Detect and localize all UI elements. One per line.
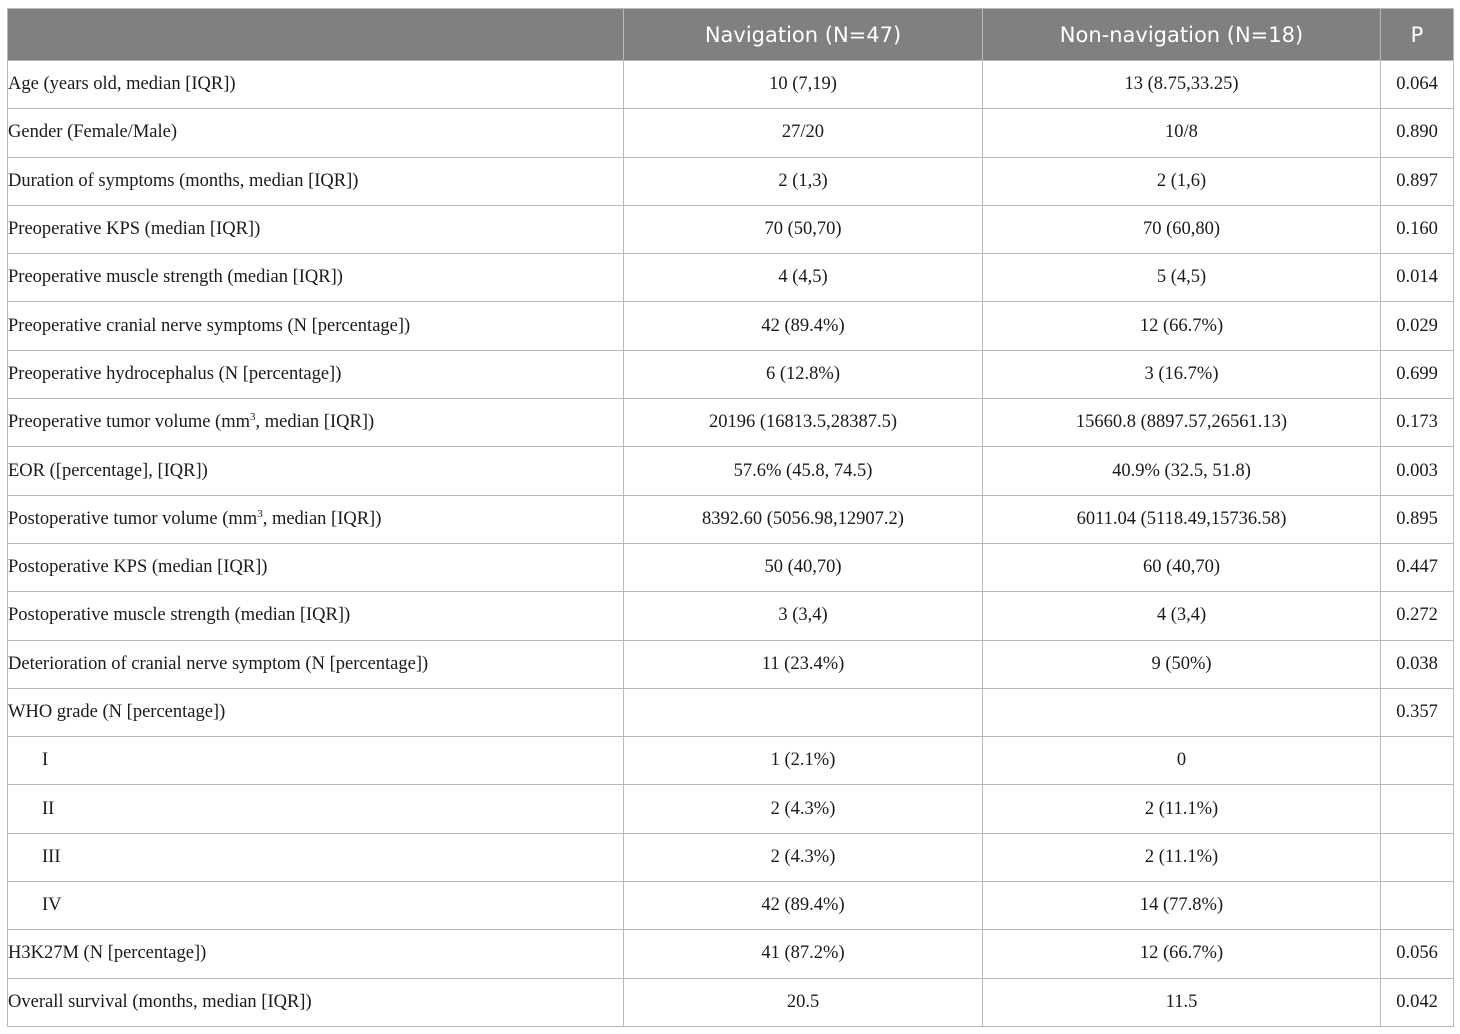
row-label: Preoperative muscle strength (median [IQR]): [8, 254, 624, 302]
row-label-superscript: 3: [257, 507, 263, 520]
table-body: [8, 61, 1454, 1027]
navigation-value: 8392.60 (5056.98,12907.2): [624, 495, 983, 543]
table-row: [8, 61, 1454, 109]
navigation-value: 2 (4.3%): [624, 833, 983, 881]
row-label-superscript: 3: [249, 411, 256, 424]
table-row: [8, 978, 1454, 1026]
navigation-value: 42 (89.4%): [624, 882, 983, 930]
navigation-value: 2 (4.3%): [624, 785, 983, 833]
row-label-text: , median [IQR]): [255, 412, 375, 433]
non-navigation-value: 60 (40,70): [983, 543, 1381, 591]
table-row: [8, 737, 1454, 785]
non-navigation-value: 10/8: [983, 109, 1381, 157]
row-label: Preoperative KPS (median [IQR]): [8, 205, 624, 253]
row-label: [8, 495, 624, 543]
p-value: [1381, 833, 1454, 881]
row-label-text: , median [IQR]): [262, 508, 382, 529]
table-row: [8, 109, 1454, 157]
navigation-value: 57.6% (45.8, 74.5): [624, 447, 983, 495]
table-row: [8, 882, 1454, 930]
row-label: Duration of symptoms (months, median [IQR]): [8, 157, 624, 205]
navigation-value: 6 (12.8%): [624, 350, 983, 398]
table-row: [8, 205, 1454, 253]
table-row: [8, 543, 1454, 591]
table-row: [8, 785, 1454, 833]
row-label: H3K27M (N [percentage]): [8, 930, 624, 978]
navigation-value: 3 (3,4): [624, 592, 983, 640]
table-row: [8, 495, 1454, 543]
navigation-value: [624, 688, 983, 736]
table-header: [8, 9, 1454, 61]
non-navigation-value: 70 (60,80): [983, 205, 1381, 253]
row-label: Postoperative muscle strength (median [IQR]): [8, 592, 624, 640]
navigation-value: 27/20: [624, 109, 983, 157]
non-navigation-value: 12 (66.7%): [983, 302, 1381, 350]
non-navigation-value: 2 (11.1%): [983, 785, 1381, 833]
row-label-text: Preoperative tumor volume (mm: [8, 412, 250, 433]
navigation-value: 4 (4,5): [624, 254, 983, 302]
row-label: IV: [8, 882, 624, 930]
row-label: II: [8, 785, 624, 833]
navigation-value: 2 (1,3): [624, 157, 983, 205]
header-variable: [8, 9, 624, 61]
non-navigation-value: 2 (11.1%): [983, 833, 1381, 881]
table-row: [8, 833, 1454, 881]
table-row: [8, 688, 1454, 736]
non-navigation-value: 2 (1,6): [983, 157, 1381, 205]
p-value: 0.890: [1381, 109, 1454, 157]
p-value: 0.895: [1381, 495, 1454, 543]
p-value: 0.897: [1381, 157, 1454, 205]
p-value: 0.447: [1381, 543, 1454, 591]
p-value: 0.038: [1381, 640, 1454, 688]
p-value: [1381, 882, 1454, 930]
table-row: [8, 640, 1454, 688]
navigation-value: 41 (87.2%): [624, 930, 983, 978]
non-navigation-value: [983, 688, 1381, 736]
row-label: EOR ([percentage], [IQR]): [8, 447, 624, 495]
non-navigation-value: 12 (66.7%): [983, 930, 1381, 978]
row-label: Preoperative cranial nerve symptoms (N [percentage]): [8, 302, 624, 350]
p-value: 0.029: [1381, 302, 1454, 350]
p-value: 0.699: [1381, 350, 1454, 398]
row-label-text: Postoperative tumor volume (mm: [8, 508, 258, 529]
p-value: 0.160: [1381, 205, 1454, 253]
table-row: [8, 592, 1454, 640]
table-row: [8, 157, 1454, 205]
navigation-value: 1 (2.1%): [624, 737, 983, 785]
non-navigation-value: 15660.8 (8897.57,26561.13): [983, 399, 1381, 447]
non-navigation-value: 6011.04 (5118.49,15736.58): [983, 495, 1381, 543]
results-table: [7, 8, 1454, 1027]
non-navigation-value: 3 (16.7%): [983, 350, 1381, 398]
table-row: [8, 254, 1454, 302]
table-row: [8, 930, 1454, 978]
p-value: 0.272: [1381, 592, 1454, 640]
row-label: Overall survival (months, median [IQR]): [8, 978, 624, 1026]
navigation-value: 42 (89.4%): [624, 302, 983, 350]
non-navigation-value: 9 (50%): [983, 640, 1381, 688]
navigation-value: 10 (7,19): [624, 61, 983, 109]
navigation-value: 20.5: [624, 978, 983, 1026]
non-navigation-value: 0: [983, 737, 1381, 785]
navigation-value: 50 (40,70): [624, 543, 983, 591]
table-row: [8, 399, 1454, 447]
row-label: [8, 399, 624, 447]
row-label: Preoperative hydrocephalus (N [percentage]): [8, 350, 624, 398]
p-value: 0.056: [1381, 930, 1454, 978]
non-navigation-value: 13 (8.75,33.25): [983, 61, 1381, 109]
row-label: Postoperative KPS (median [IQR]): [8, 543, 624, 591]
table-row: [8, 350, 1454, 398]
p-value: 0.173: [1381, 399, 1454, 447]
header-row: [8, 9, 1454, 61]
non-navigation-value: 14 (77.8%): [983, 882, 1381, 930]
row-label: Gender (Female/Male): [8, 109, 624, 157]
row-label: Deterioration of cranial nerve symptom (N [percentage]): [8, 640, 624, 688]
table-row: [8, 302, 1454, 350]
navigation-value: 11 (23.4%): [624, 640, 983, 688]
row-label: Age (years old, median [IQR]): [8, 61, 624, 109]
row-label: I: [8, 737, 624, 785]
header-non-navigation: Non-navigation (N=18): [983, 9, 1381, 61]
p-value: 0.003: [1381, 447, 1454, 495]
p-value: 0.357: [1381, 688, 1454, 736]
non-navigation-value: 4 (3,4): [983, 592, 1381, 640]
p-value: [1381, 785, 1454, 833]
p-value: [1381, 737, 1454, 785]
non-navigation-value: 5 (4,5): [983, 254, 1381, 302]
p-value: 0.042: [1381, 978, 1454, 1026]
p-value: 0.014: [1381, 254, 1454, 302]
row-label: WHO grade (N [percentage]): [8, 688, 624, 736]
header-p-value: P: [1381, 9, 1454, 61]
navigation-value: 70 (50,70): [624, 205, 983, 253]
row-label: III: [8, 833, 624, 881]
p-value: 0.064: [1381, 61, 1454, 109]
non-navigation-value: 40.9% (32.5, 51.8): [983, 447, 1381, 495]
navigation-value: 20196 (16813.5,28387.5): [624, 399, 983, 447]
header-navigation: Navigation (N=47): [624, 9, 983, 61]
non-navigation-value: 11.5: [983, 978, 1381, 1026]
table-row: [8, 447, 1454, 495]
